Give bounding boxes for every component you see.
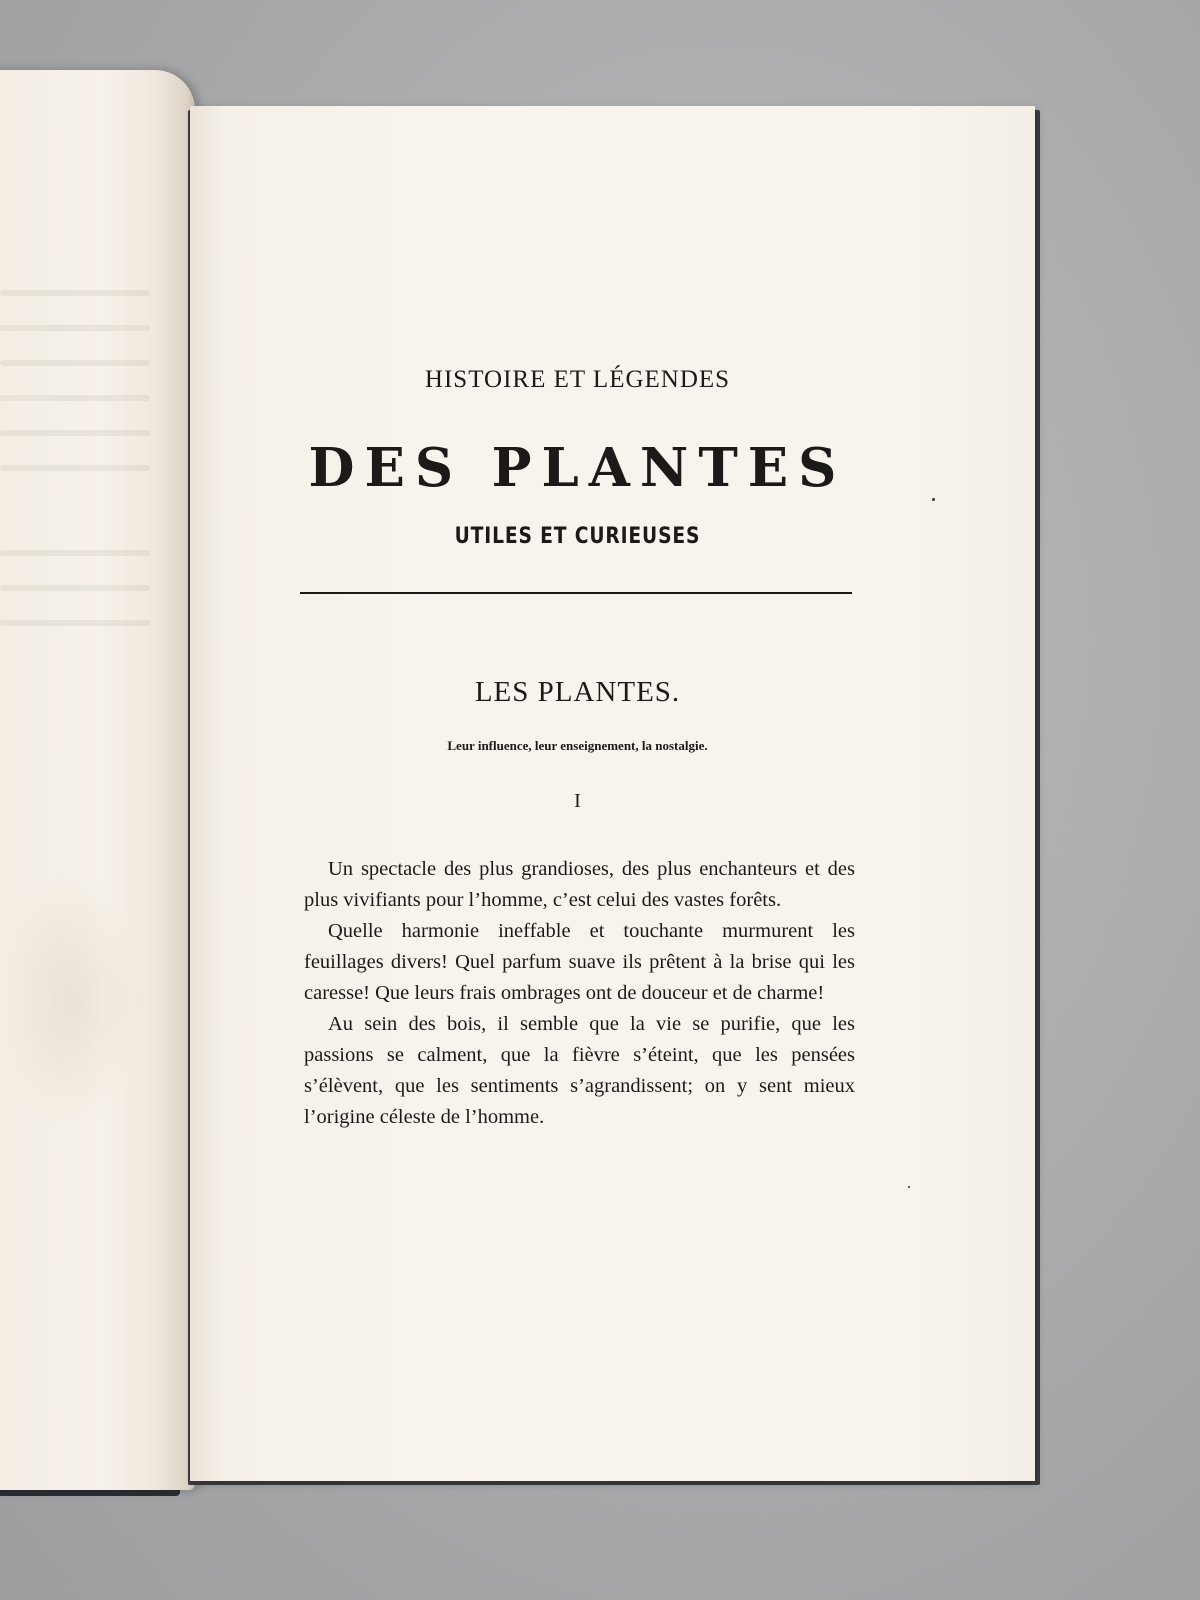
facing-page-left (0, 70, 195, 1490)
paper-speck (932, 498, 935, 501)
show-through-line (0, 325, 150, 331)
show-through-line (0, 290, 150, 296)
page-content (300, 360, 855, 1133)
show-through-line (0, 360, 150, 366)
paragraph: Quelle harmonie ineffable et touchante murmurent les feuillages divers! Quel parfum suave ils prêtent à la brise qui les caresse! Que leurs frais ombrages ont de douceur et de charme! (304, 920, 855, 1004)
title-rule (300, 592, 852, 594)
paragraph: Au sein des bois, il semble que la vie se purifie, que les passions se calment, que la fièvre s’éteint, que les pensées s’élèvent, que les sentiments s’agrandissent; on y sent mieux l’origine céleste de l’homme. (304, 1013, 855, 1128)
chapter-subtitle: Leur influence, leur enseignement, la nostalgie. (447, 738, 708, 753)
chapter-title: LES PLANTES. (474, 676, 681, 708)
paragraph: Un spectacle des plus grandioses, des plus enchanteurs et des plus vivifiants pour l’homme, c’est celui des vastes forêts. (304, 858, 855, 911)
show-through-line (0, 550, 150, 556)
sub-title: UTILES ET CURIEUSES (454, 524, 701, 549)
chapter-numeral: I (574, 790, 581, 812)
paper-speck (908, 1186, 910, 1188)
show-through-line (0, 620, 150, 626)
paper-foxing (0, 870, 140, 1130)
body-text (300, 854, 855, 1133)
show-through-line (0, 430, 150, 436)
show-through-line (0, 395, 150, 401)
main-title: DES PLANTES (308, 437, 847, 499)
show-through-line (0, 465, 150, 471)
show-through-line (0, 585, 150, 591)
pre-title: HISTOIRE ET LÉGENDES (424, 366, 731, 393)
